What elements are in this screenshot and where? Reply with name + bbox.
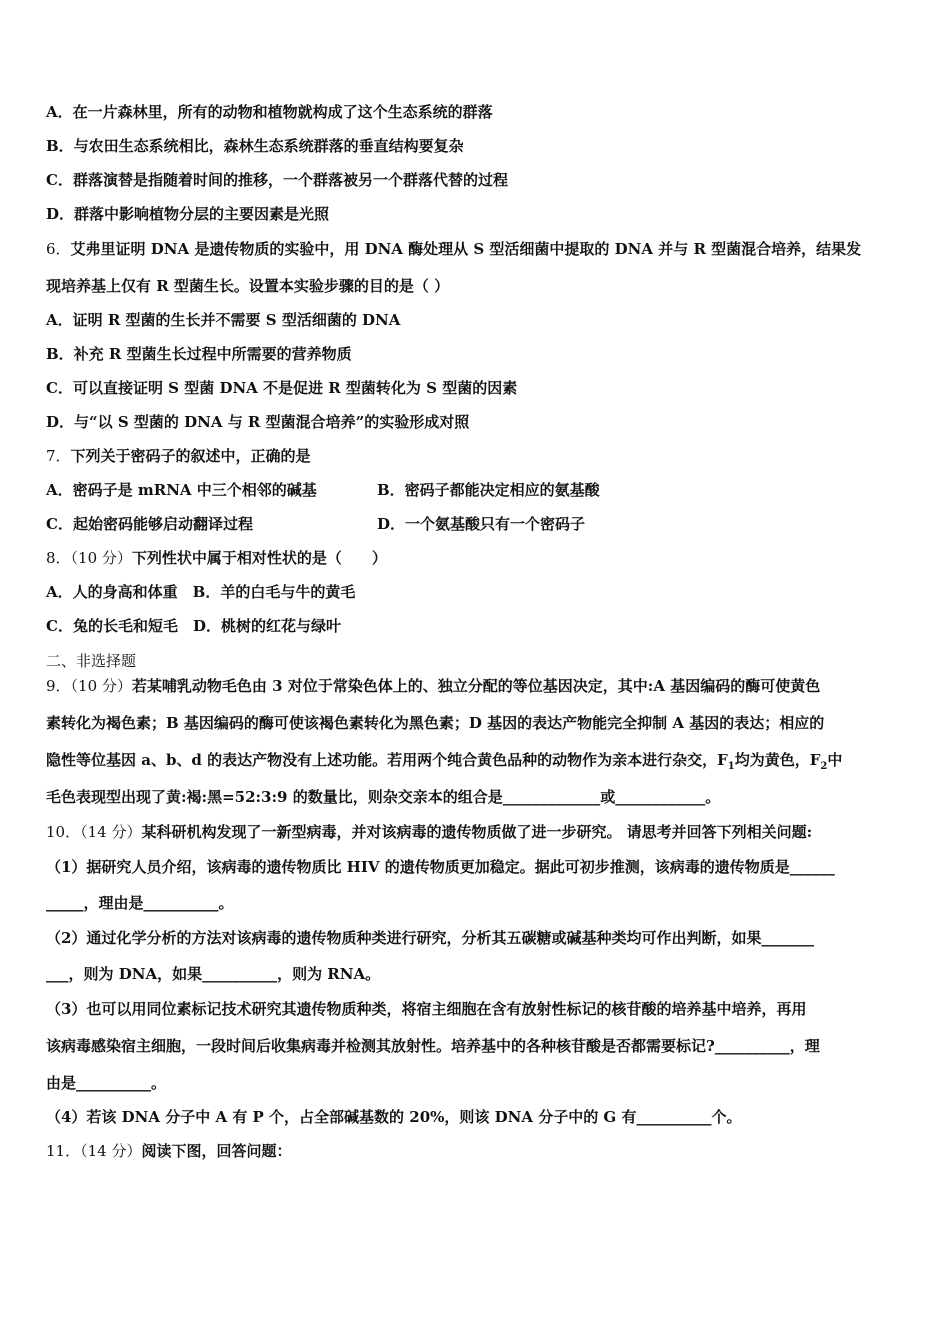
q10-score: （14 分） — [80, 823, 142, 841]
q7-option-c: C．起始密码能够启动翻译过程 — [46, 515, 253, 533]
q6-stem-line1 — [46, 239, 861, 259]
q9-line2: 素转化为褐色素；B 基因编码的酶可使该褐色素转化为黑色素；D 基因的表达产物能完全抑制 A 基因的表达；相应的 — [46, 714, 825, 732]
q6-stem-text: 艾弗里证明 DNA 是遗传物质的实验中，用 DNA 酶处理从 S 型活细菌中提取的 DNA 并与 R 型菌混合培养，结果发 — [70, 240, 862, 258]
q6-option-d: D．与“以 S 型菌的 DNA 与 R 型菌混合培养”的实验形成对照 — [46, 413, 470, 431]
q6-option-a: A．证明 R 型菌的生长并不需要 S 型活细菌的 DNA — [46, 311, 401, 329]
q9-number: 9． — [46, 677, 71, 695]
q6-stem-line2: 现培养基上仅有 R 型菌生长。设置本实验步骤的目的是（ ） — [46, 277, 450, 295]
q8-stem-text: 下列性状中属于相对性状的是（ ） — [131, 549, 387, 567]
q10-stem — [46, 822, 812, 842]
q10-stem-text: 某科研机构发现了一新型病毒，并对该病毒的遗传物质做了进一步研究。 请思考并回答下列相关问题: — [141, 823, 813, 841]
q11-stem — [46, 1141, 291, 1161]
q7-option-b: B．密码子都能决定相应的氨基酸 — [377, 481, 600, 499]
q9-text-3c: 中 — [827, 751, 843, 769]
q11-score: （14 分） — [80, 1142, 142, 1160]
q7-stem-text: 下列关于密码子的叙述中，正确的是 — [70, 447, 311, 465]
q11-number: 11． — [46, 1142, 81, 1160]
q8-number: 8． — [46, 549, 71, 567]
q10-part1-line1: （1）据研究人员介绍，该病毒的遗传物质比 HIV 的遗传物质更加稳定。据此可初步推测，该病毒的遗传物质是______ — [46, 858, 835, 876]
q10-part1-line2: _____，理由是__________。 — [46, 894, 234, 912]
q8-options-ab: A．人的身高和体重 B．羊的白毛与牛的黄毛 — [46, 583, 356, 601]
q8-score: （10 分） — [70, 549, 132, 567]
q10-part3-line1: （3）也可以用同位素标记技术研究其遗传物质种类，将宿主细胞在含有放射性标记的核苷酸的培养基中培养，再用 — [46, 1000, 807, 1018]
q9-line4: 毛色表现型出现了黄:褐:黑=52:3:9 的数量比，则杂交亲本的组合是_____________或____________。 — [46, 788, 721, 806]
q11-stem-text: 阅读下图，回答问题： — [141, 1142, 292, 1160]
q5-option-c: C．群落演替是指随着时间的推移，一个群落被另一个群落代替的过程 — [46, 171, 508, 189]
q7-options-row2 — [46, 514, 906, 534]
q9-line1 — [46, 676, 820, 696]
q10-part2-line1: （2）通过化学分析的方法对该病毒的遗传物质种类进行研究，分析其五碳糖或碱基种类均可作出判断，如果_______ — [46, 929, 814, 947]
q7-stem — [46, 446, 311, 466]
q5-option-d: D．群落中影响植物分层的主要因素是光照 — [46, 205, 330, 223]
q6-option-c: C．可以直接证明 S 型菌 DNA 不是促进 R 型菌转化为 S 型菌的因素 — [46, 379, 518, 397]
q8-options-cd: C．兔的长毛和短毛 D．桃树的红花与绿叶 — [46, 617, 341, 635]
q7-option-d: D．一个氨基酸只有一个密码子 — [377, 515, 586, 533]
q7-number: 7． — [46, 447, 71, 465]
q9-text-3a: 隐性等位基因 a、b、d 的表达产物没有上述功能。若用两个纯合黄色品种的动物作为亲本进行杂交，F — [46, 751, 728, 769]
q10-number: 10． — [46, 823, 81, 841]
q9-score: （10 分） — [70, 677, 132, 695]
q6-option-b: B．补充 R 型菌生长过程中所需要的营养物质 — [46, 345, 352, 363]
q6-number: 6． — [46, 240, 71, 258]
q7-option-a: A．密码子是 mRNA 中三个相邻的碱基 — [46, 481, 317, 499]
q9-sub-f2: 2 — [820, 761, 828, 772]
q10-part2-line2: ___，则为 DNA，如果__________，则为 RNA。 — [46, 965, 381, 983]
q9-text-3b: 均为黄色，F — [734, 751, 821, 769]
q5-option-a: A．在一片森林里，所有的动物和植物就构成了这个生态系统的群落 — [46, 103, 493, 121]
section-heading: 二、非选择题 — [46, 652, 137, 670]
q10-part3-line2: 该病毒感染宿主细胞，一段时间后收集病毒并检测其放射性。培养基中的各种核苷酸是否都需要标记?__________，理 — [46, 1037, 820, 1055]
q5-option-b: B．与农田生态系统相比，森林生态系统群落的垂直结构要复杂 — [46, 137, 464, 155]
q9-text-1: 若某哺乳动物毛色由 3 对位于常染色体上的、独立分配的等位基因决定，其中:A 基因编码的酶可使黄色 — [131, 677, 821, 695]
q9-sub-f1: 1 — [727, 761, 735, 772]
q10-part3-line3: 由是__________。 — [46, 1074, 167, 1092]
q10-part4: （4）若该 DNA 分子中 A 有 P 个，占全部碱基数的 20%，则该 DNA 分子中的 G 有__________个。 — [46, 1108, 742, 1126]
q8-stem — [46, 548, 387, 568]
q9-line3 — [46, 750, 842, 777]
q7-options-row1 — [46, 480, 906, 500]
